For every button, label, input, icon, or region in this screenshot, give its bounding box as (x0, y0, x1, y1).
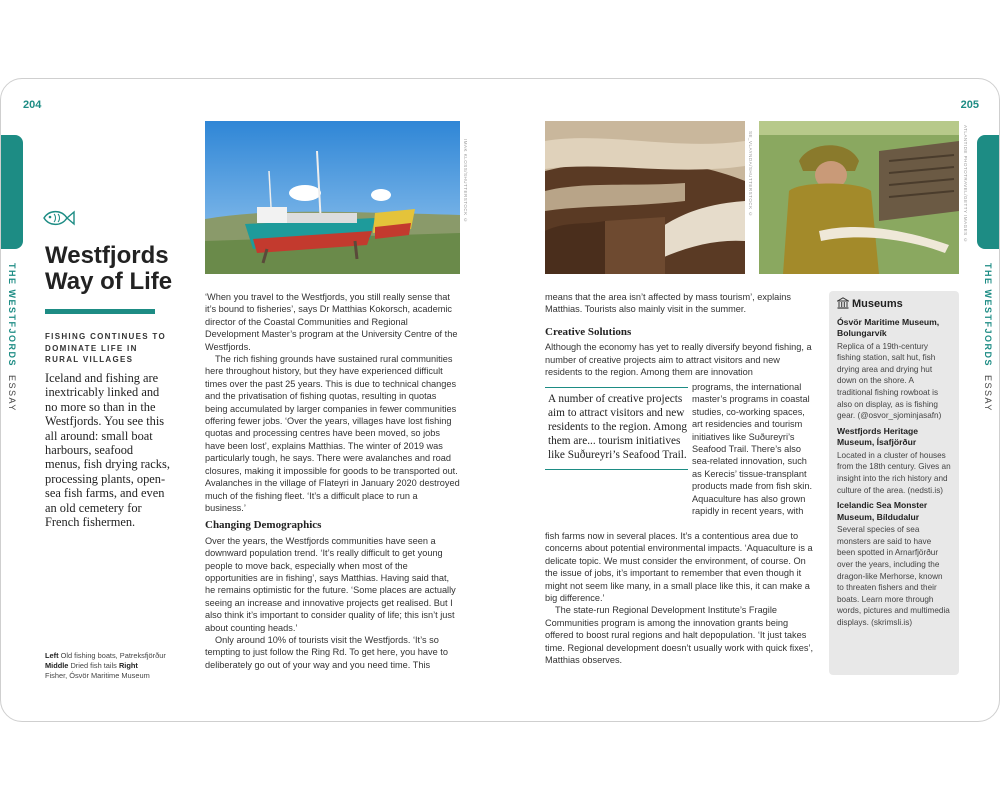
museum-description: Replica of a 19th-century fishing station, salt hut, fish drying area and drying hut down on the shore. A traditional fishing rowboat is also on display, as is fishing gear. (@osvor_sjominjasafn) (837, 341, 942, 421)
photo-caption: Left Old fishing boats, Patreksfjörður Middle Dried fish tails Right Fisher, Ósvör Maritime Museum (45, 651, 166, 680)
chapter-tab-right (977, 135, 999, 249)
pull-quote: A number of creative projects aim to attract visitors and new residents to the region. Among them are... tourism initiatives like Suðureyri’s Seafood Trail. (545, 387, 688, 470)
section-heading: Changing Demographics (205, 519, 322, 532)
section-heading: Creative Solutions (545, 325, 632, 338)
paragraph: The rich fishing grounds have sustained rural communities here throughout history, but they have experienced difficult times over the past 25 years. This is due to technical changes and the privatisation of fishing quotas, resulting in quotas being accumulated by larger companies in fewer communities offering fewer jobs. ‘Over the years, villages have lost fishing quotas and processing centres have been moved, so jobs have been lost’, explains Matthias. The winter of 2019 was particularly tough, he says. There were avalanches and road closures, making it impossible for goods to be transported out. Avalanches in the village of Flateyri in January 2020 destroyed much of the fishing fleet. ‘It’s a difficult place to run a business.’ (205, 354, 460, 513)
sidebar-heading: Museums (837, 297, 951, 313)
chapter-tab-left (1, 135, 23, 249)
museum-name: Ósvör Maritime Museum, Bolungarvík (837, 316, 940, 339)
section-label-right: THE WESTFJORDS ESSAY (983, 263, 993, 412)
paragraph: Although the economy has yet to really diversify beyond fishing, a number of creative projects aim to attract visitors and new residents to the region. Among them are innovation (545, 342, 812, 378)
museum-description: Located in a cluster of houses from the 18th century. Gives an insight into the rich history and culture of the area. (nedsti.is) (837, 450, 951, 495)
page-number-right: 205 (960, 99, 979, 111)
paragraph: ‘When you travel to the Westfjords, you still really sense that it’s bound to fisheries’, says Dr Matthias Kokorsch, academic director of the Coastal Communities and Regional Development Master’s program at the University Centre of the Westfjords. (205, 292, 458, 352)
title-underline (45, 309, 155, 314)
museum-description: Several species of sea monsters are said to have been spotted in Arnarfjörður over the years, including the dragon-like Merhorse, known to threaten fishers and their boats. Learn more through words, pictures and multimedia displays. (skrimsli.is) (837, 525, 950, 627)
photo-credit-middle: SE_VLAYNDA/SHUTTERSTOCK © (748, 131, 753, 217)
paragraph: Only around 10% of tourists visit the Westfjords. ‘It’s so tempting to just follow the Ring Rd. To get here, you have to deliberately go out of your way and you need time. This (205, 634, 448, 670)
article-title: Westfjords Way of Life (45, 242, 173, 295)
museum-icon (837, 297, 849, 313)
article-kicker: FISHING CONTINUES TO DOMINATE LIFE IN RURAL VILLAGES (45, 332, 166, 364)
paragraph: means that the area isn’t affected by mass tourism’, explains Matthias. Tourists also mainly visit in the summer. (545, 292, 791, 315)
photo-credit-left: IMAK KLOSS/SHUTTERSTOCK © (463, 139, 468, 223)
museums-sidebar (829, 291, 959, 675)
article-column-2-bottom (545, 530, 815, 666)
fish-icon (41, 207, 75, 234)
museum-name: Icelandic Sea Monster Museum, Bíldudalur (837, 500, 928, 522)
dried-fish-photo (545, 121, 745, 274)
page-number-left: 204 (23, 99, 42, 111)
article-standfirst: Iceland and fishing are inextricably linked and no more so than in the Westfjords. You see this all around: small boat harbours, seafood menus, fish drying racks, processing plants, open-sea fish farms, and even an old cemetery for French fishermen. (45, 371, 170, 530)
paragraph: The state-run Regional Development Institute’s Fragile Communities program is among the innovation grants being offered to boost rural regions and halt depopulation. ‘It just takes time. Regional development doesn’t usually work with quick fixes’, Matthias observes. (545, 605, 814, 666)
section-label-left: THE WESTFJORDS ESSAY (7, 263, 17, 412)
article-column-2-wrap (692, 381, 817, 517)
paragraph: Over the years, the Westfjords communities have seen a downward population trend. ‘It’s really difficult to get young people to move back, especially when most of the opportunities are in fishing’, says Matthias. Having said that, he remains optimistic for the future. ‘Some places are actually seeing an increase and innovative projects get realised. But I also think it’s important to consider quality of life; this isn’t just about counting heads.’ (205, 535, 456, 633)
paragraph: fish farms now in several places. It’s a contentious area due to concerns about potential environmental impacts. ‘Aquaculture is a delicate topic. We must consider the environment, of course. On the issue of jobs, it’s important to remember that even though it might not seem like many, in a small place like this, it can make a big difference.’ (545, 531, 813, 604)
fisher-photo (759, 121, 959, 274)
photo-credit-right: ATLANTIDE PHOTOTRAVEL/GETTY IMAGES © (963, 125, 968, 243)
book-spread (0, 78, 1000, 722)
museum-name: Westfjords Heritage Museum, Ísafjörður (837, 425, 919, 448)
article-column-1 (205, 291, 461, 671)
fishing-boats-photo (205, 121, 460, 274)
article-column-2-top (545, 291, 815, 378)
paragraph: programs, the international master’s programs in coastal studies, co-working spaces, art residencies and tourism initiatives like Suðureyri’s Seafood Trail. There’s also sea-related innovation, such as Kerecis’ tissue-transplant products made from fish skin. Aquaculture has also grown rapidly in recent years, with (692, 382, 812, 517)
